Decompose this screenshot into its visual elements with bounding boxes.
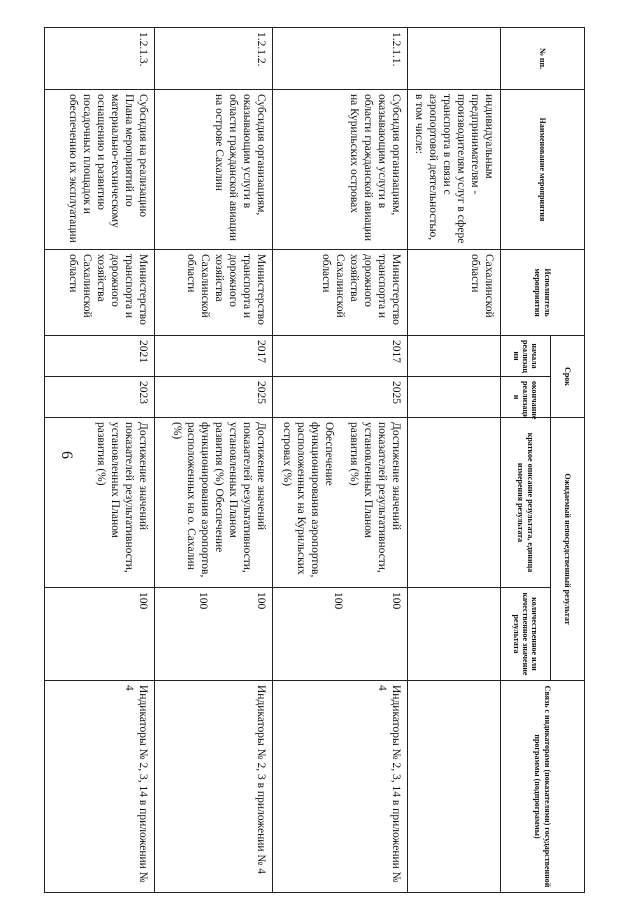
header-number: № пп. [501,28,585,90]
header-term: Срок [551,336,585,418]
row-number [407,28,500,90]
result-value [407,588,500,681]
page-number: 6 [58,451,75,459]
result-text: Обеспечение функционирования аэропортов, расположенных на о. Сахалин (%) [170,422,225,578]
header-end: окончание реализаци и [501,377,551,418]
start-year: 2017 [154,336,272,377]
end-year: 2025 [272,377,407,418]
row-number: 1.2.1.2. [154,28,272,90]
start-year: 2017 [272,336,407,377]
result-value [154,588,272,681]
table-row [44,28,154,893]
rotated-table-frame [66,27,585,892]
result-value [44,588,154,681]
header-result-value: количественное или качественное значение результата [501,588,551,681]
result-text: Достижение значений показателей результативности, установленных Планом развития (%) [347,422,402,573]
measures-table [44,27,585,893]
executor: Министерство транспорта и дорожного хозяйства Сахалинской области [272,250,407,336]
header-start: начала реализац ии [501,336,551,377]
measure-name: Субсидия организациям, оказывающим услуги в области гражданской авиации на острове Сахалин [154,90,272,250]
result-description [154,418,272,588]
end-year: 2023 [44,377,154,418]
indicator-link: Индикаторы № 2, 3, 14 в приложении № 4 [272,681,407,893]
result-value [272,588,407,681]
executor: Министерство транспорта и дорожного хозяйства Сахалинской области [44,250,154,336]
header-result-description: краткое описание результата, единица измерения результата [501,418,551,588]
table-row [272,28,407,893]
header-measure-name: Наименование мероприятия [501,90,585,250]
result-description [407,418,500,588]
result-description [272,418,407,588]
indicator-link: Индикаторы № 2, 3, 14 в приложении № 4 [44,681,154,893]
table-row [407,28,500,893]
table-row [154,28,272,893]
row-number: 1.2.1.3. [44,28,154,90]
result-value-text: 100 [196,592,209,610]
start-year [407,336,500,377]
header-executor: Исполнитель мероприятия [501,250,585,336]
result-value-text: 100 [331,592,344,610]
row-number: 1.2.1.1. [272,28,407,90]
indicator-link: Индикаторы № 2, 3 в приложении № 4 [154,681,272,893]
result-text: Обеспечение функционирования аэропортов, расположенных на Курильских островах (%) [280,422,335,578]
header-indicator-link: Связь с индикаторами (показателями) государственной программы (подпрограммы) [501,681,585,893]
indicator-link [407,681,500,893]
result-text: Достижение значений показателей результативности, установленных Планом развития (%) [212,422,267,573]
end-year [407,377,500,418]
measure-name: Субсидия организациям, оказывающим услуги в области гражданской авиации на Курильских островах [272,90,407,250]
result-value-text: 100 [389,592,402,610]
start-year: 2021 [44,336,154,377]
result-value-text: 100 [254,592,267,610]
result-value-text: 100 [136,592,149,610]
measure-name: индивидуальным предпринимателям - производителям услуг в сфере транспорта в связи с аэропортовой деятельностью, в том числе: [407,90,500,250]
executor: Сахалинской области [407,250,500,336]
end-year: 2025 [154,377,272,418]
header-expected-result: Ожидаемый непосредственный результат [551,418,585,681]
executor: Министерство транспорта и дорожного хозяйства Сахалинской области [154,250,272,336]
result-text: Достижение значений показателей результативности, установленных Планом развития (%) [94,422,149,573]
result-description [44,418,154,588]
measure-name: Субсидия на реализацию Плана мероприятий по материально-техническому оснащению и развитию посадочных площадок и обеспечению их эксплуатации [44,90,154,250]
